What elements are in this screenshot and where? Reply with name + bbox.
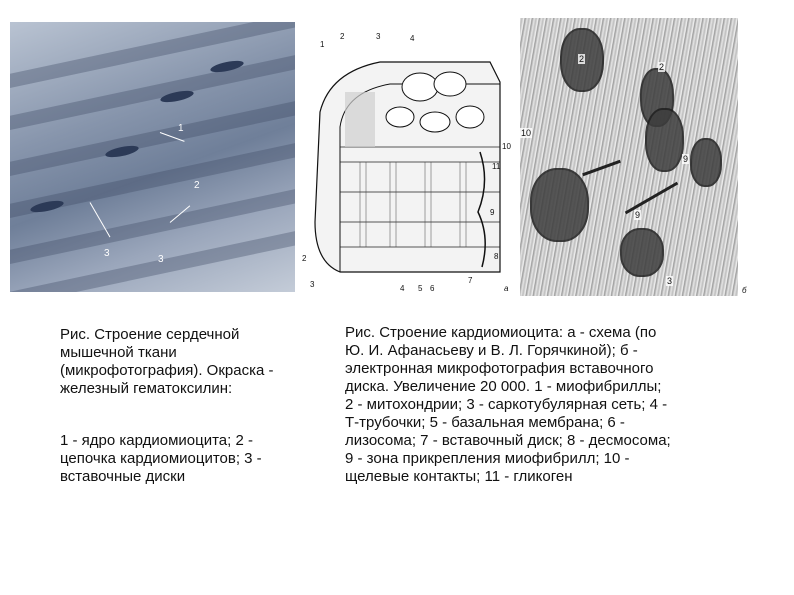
schema-label: 7 <box>468 276 473 285</box>
schema-label: 4 <box>400 284 405 293</box>
schema-label: 2 <box>302 254 307 263</box>
schema-letter: а <box>504 284 509 293</box>
schema-label: 4 <box>410 34 415 43</box>
mitochondrion <box>620 228 664 277</box>
schema-label: 10 <box>502 142 511 151</box>
em-letter: б <box>742 286 747 295</box>
schema-label: 5 <box>418 284 423 293</box>
muscle-fiber-band <box>10 91 295 184</box>
right-caption: Рис. Строение кардиомиоцита: а - схема (по Ю. И. Афанасьеву и В. Л. Горячкиной); б - электронная микрофотография вставочного диска. Увеличение 20 000. 1 - миофибриллы; 2 - митохондрии; 3 - саркотубулярная сеть; 4 - Т-трубочки; 5 - базальная мембрана; 6 - лизосома; 7 - вставочный диск; 8 - десмосома; 9 - зона прикрепления миофибрилл; 10 - щелевые контакты; 11 - гликоген <box>345 324 671 485</box>
muscle-fiber-band <box>10 179 295 272</box>
cardiomyocyte-schema <box>300 22 512 297</box>
em-label: 2 <box>579 54 585 64</box>
schema-label: 9 <box>490 208 495 217</box>
schema-label: 11 <box>492 162 501 171</box>
em-label: 9 <box>635 210 641 220</box>
mitochondrion <box>690 138 722 187</box>
electron-micrograph <box>520 18 738 296</box>
schema-label: 8 <box>494 252 499 261</box>
left-caption-title: Рис. Строение сердечной мышечной ткани (микрофотография). Окраска - железный гематоксилин: <box>60 326 274 397</box>
schema-drawing <box>300 22 512 297</box>
mitochondrion <box>645 108 684 172</box>
mitochondrion <box>530 168 589 242</box>
micro-label-3a: 3 <box>104 248 110 259</box>
em-label: 3 <box>667 276 673 286</box>
left-caption-legend: 1 - ядро кардиомиоцита; 2 - цепочка кардиомиоцитов; 3 - вставочные диски <box>60 432 262 485</box>
intercalated-disc <box>582 160 621 176</box>
micro-label-1: 1 <box>178 123 184 134</box>
cardiac-muscle-micrograph <box>10 22 295 292</box>
schema-label: 3 <box>310 280 315 289</box>
em-label: 9 <box>683 154 689 164</box>
schema-label: 1 <box>320 40 325 49</box>
micro-label-2: 2 <box>194 180 200 191</box>
schema-label: 3 <box>376 32 381 41</box>
schema-label: 2 <box>340 32 345 41</box>
micro-label-3b: 3 <box>158 254 164 265</box>
schema-label: 6 <box>430 284 435 293</box>
intercalated-disc <box>625 182 678 215</box>
em-label: 10 <box>521 128 532 138</box>
em-label: 2 <box>659 62 665 72</box>
